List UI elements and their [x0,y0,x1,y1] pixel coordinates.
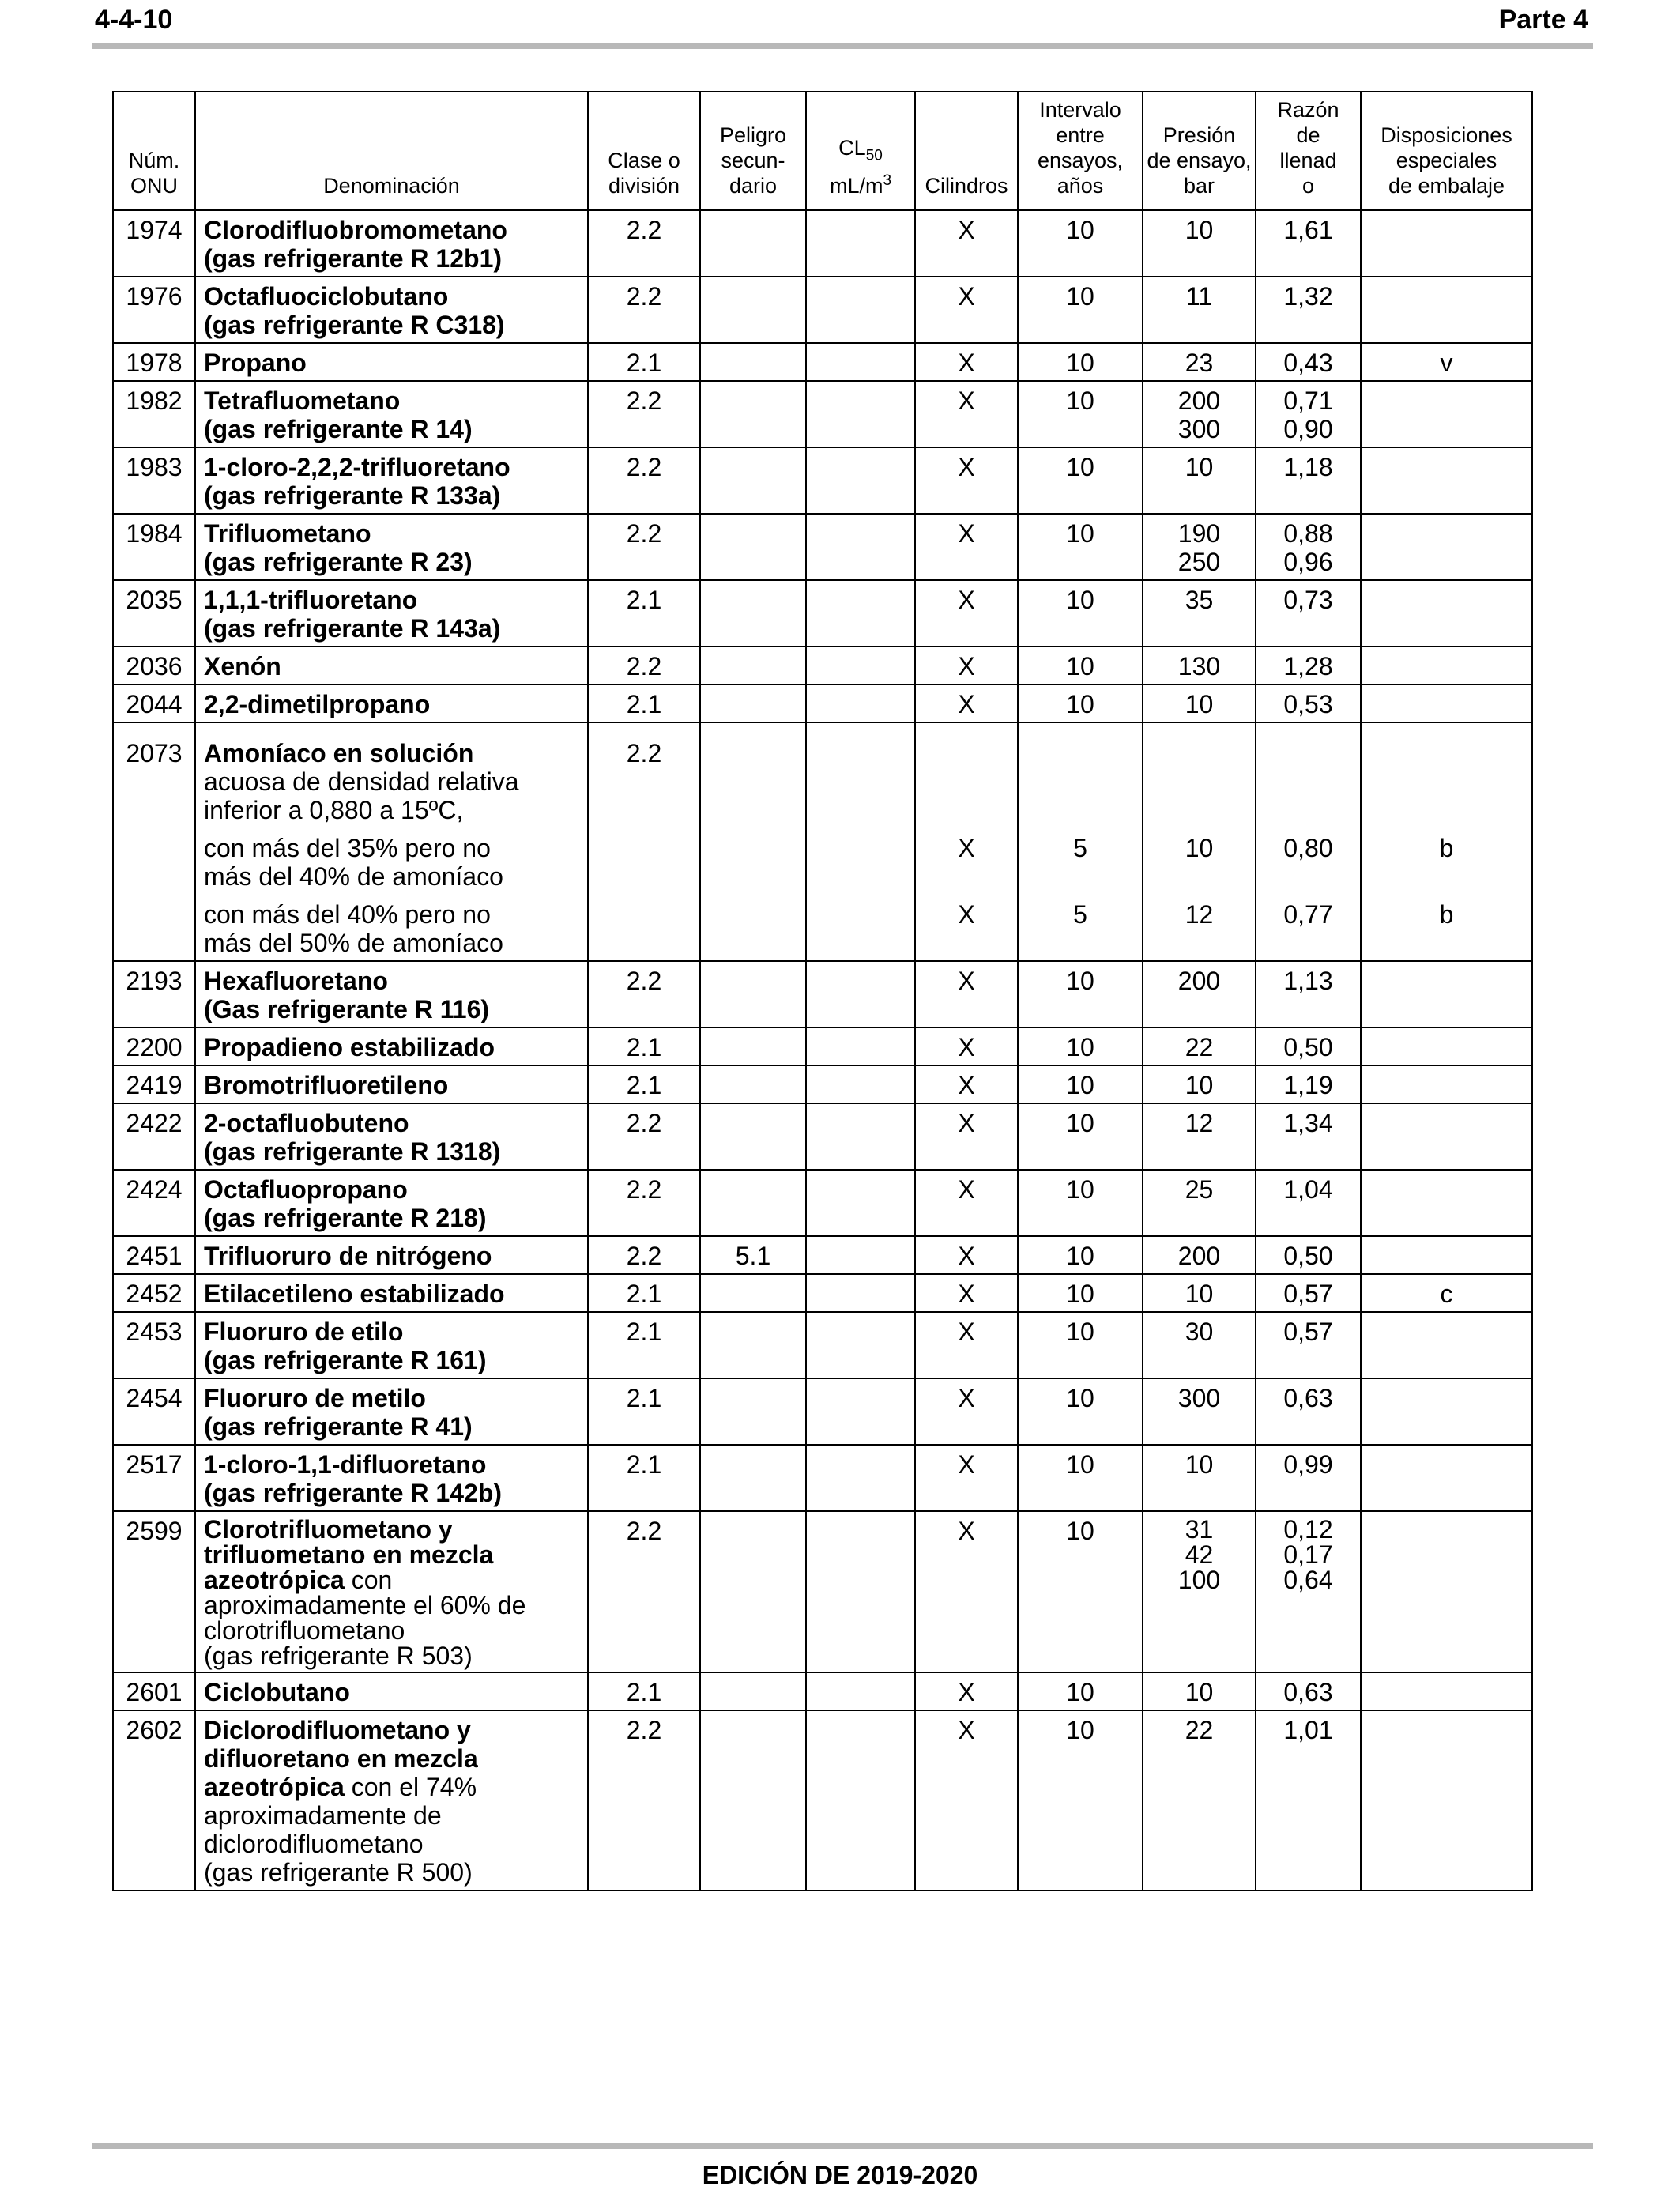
table-row [113,447,1532,514]
cell-disposiciones [1361,647,1532,684]
cell-clase: 2.2 [588,1511,700,1672]
cell-peligro [700,277,806,343]
table-body-b [113,961,1532,1511]
cell-intervalo: 10 [1018,1312,1143,1378]
cell-name: Propadieno estabilizado [195,1027,588,1065]
cell-name: Amoníaco en solución acuosa de densidad relativa inferior a 0,880 a 15ºC, con más del 35% pero no más del 40% de amoníaco con más del 40% pero no más del 50% de amoníaco [195,722,588,961]
cell-intervalo: 10 [1018,1065,1143,1103]
col-denominacion: Denominación [195,92,588,210]
cell-peligro [700,1065,806,1103]
cell-intervalo: 10 [1018,1027,1143,1065]
cell-disposiciones [1361,580,1532,647]
cell-peligro [700,684,806,722]
cell-intervalo: 10 [1018,210,1143,277]
cell-razon: 0,63 [1256,1672,1361,1710]
cell-disposiciones [1361,277,1532,343]
cell-cl50 [806,277,915,343]
cell-cl50 [806,514,915,580]
cell-presion: 23 [1143,343,1256,381]
cell-num: 1984 [113,514,195,580]
cell-razon: 1,61 [1256,210,1361,277]
cell-presion: 10 [1143,1065,1256,1103]
cell-disposiciones [1361,514,1532,580]
cell-name: 1-cloro-1,1-difluoretano (gas refrigerante R 142b) [195,1445,588,1511]
cell-cl50 [806,1511,915,1672]
col-num-onu: Núm. ONU [113,92,195,210]
cell-disposiciones [1361,1170,1532,1236]
table-row [113,1027,1532,1065]
cell-clase: 2.2 [588,647,700,684]
cell-presion: 12 [1143,1103,1256,1170]
cell-intervalo: 10 [1018,447,1143,514]
cell-disposiciones [1361,381,1532,447]
cell-clase: 2.1 [588,1312,700,1378]
cell-name: Propano [195,343,588,381]
cell-num: 1978 [113,343,195,381]
cell-cilindros: X [915,1274,1018,1312]
gas-table [112,91,1533,1891]
cell-intervalo: 10 [1018,381,1143,447]
cell-intervalo: 10 [1018,1445,1143,1511]
cell-peligro [700,722,806,961]
cell-num: 2424 [113,1170,195,1236]
cell-num: 2044 [113,684,195,722]
cell-peligro [700,1274,806,1312]
cell-razon: 1,28 [1256,647,1361,684]
cell-razon: 0,71 0,90 [1256,381,1361,447]
cell-razon: 0,73 [1256,580,1361,647]
cell-presion: 22 [1143,1027,1256,1065]
cell-peligro [700,1511,806,1672]
cell-cilindros: X [915,381,1018,447]
cell-clase: 2.2 [588,961,700,1027]
cell-intervalo: 10 [1018,1236,1143,1274]
cell-presion: 31 42 100 [1143,1511,1256,1672]
table-row [113,722,1532,961]
col-intervalo: Intervalo entre ensayos, años [1018,92,1143,210]
cell-num: 2452 [113,1274,195,1312]
cell-num: 2200 [113,1027,195,1065]
table-row [113,381,1532,447]
cell-name: Trifluometano (gas refrigerante R 23) [195,514,588,580]
cell-cilindros: X [915,580,1018,647]
cell-intervalo: 10 [1018,1378,1143,1445]
cell-num: 2453 [113,1312,195,1378]
cell-cl50 [806,447,915,514]
cell-presion: 10 [1143,210,1256,277]
cell-peligro [700,647,806,684]
table-row [113,1274,1532,1312]
cell-num: 2422 [113,1103,195,1170]
cell-num: 1982 [113,381,195,447]
cell-intervalo: 10 [1018,1672,1143,1710]
table-row [113,1065,1532,1103]
cell-razon: 0,53 [1256,684,1361,722]
header-rule [92,43,1593,49]
cell-disposiciones [1361,1710,1532,1891]
cell-presion: 30 [1143,1312,1256,1378]
table-row [113,647,1532,684]
cell-disposiciones [1361,447,1532,514]
cell-cl50 [806,1274,915,1312]
cell-disposiciones: v [1361,343,1532,381]
table-row [113,343,1532,381]
cell-num: 2451 [113,1236,195,1274]
cell-cilindros: X [915,1378,1018,1445]
cell-cilindros: X [915,1672,1018,1710]
cell-cilindros: X [915,343,1018,381]
cell-disposiciones [1361,1511,1532,1672]
cell-presion: 10 [1143,447,1256,514]
table-header-row [113,92,1532,210]
cell-razon: 1,01 [1256,1710,1361,1891]
cell-cilindros: X [915,447,1018,514]
footer-rule [92,2143,1593,2149]
cell-razon: 1,19 [1256,1065,1361,1103]
cell-presion: 300 [1143,1378,1256,1445]
cell-cl50 [806,684,915,722]
cell-peligro [700,381,806,447]
cell-disposiciones [1361,961,1532,1027]
cell-razon: 1,34 [1256,1103,1361,1170]
cell-razon: 1,13 [1256,961,1361,1027]
cell-cl50 [806,1065,915,1103]
cell-name: Octafluopropano (gas refrigerante R 218) [195,1170,588,1236]
table-row [113,1236,1532,1274]
cell-presion: 22 [1143,1710,1256,1891]
cell-intervalo: 10 [1018,1103,1143,1170]
cell-peligro: 5.1 [700,1236,806,1274]
cell-clase: 2.2 [588,1103,700,1170]
cell-clase: 2.1 [588,580,700,647]
table-row [113,1103,1532,1170]
cell-cl50 [806,1445,915,1511]
cell-presion: 10 12 [1143,722,1256,961]
cell-peligro [700,343,806,381]
cell-clase: 2.1 [588,1378,700,1445]
cell-cl50 [806,1672,915,1710]
cell-presion: 35 [1143,580,1256,647]
cell-cilindros: X [915,1445,1018,1511]
cell-intervalo: 10 [1018,684,1143,722]
cell-name: Octafluociclobutano (gas refrigerante R C318) [195,277,588,343]
cell-cl50 [806,580,915,647]
col-peligro: Peligro secun- dario [700,92,806,210]
cell-clase: 2.2 [588,1170,700,1236]
cell-clase: 2.1 [588,1274,700,1312]
col-presion: Presión de ensayo, bar [1143,92,1256,210]
cell-num: 2601 [113,1672,195,1710]
cell-disposiciones: c [1361,1274,1532,1312]
cell-name: Tetrafluometano (gas refrigerante R 14) [195,381,588,447]
cell-cilindros: X [915,961,1018,1027]
cell-razon: 0,50 [1256,1027,1361,1065]
cell-cilindros: X [915,1103,1018,1170]
cell-presion: 10 [1143,684,1256,722]
table-row [113,1511,1532,1672]
cell-num: 1983 [113,447,195,514]
cell-clase: 2.1 [588,1065,700,1103]
table-row [113,684,1532,722]
cell-intervalo: 10 [1018,1170,1143,1236]
cell-cl50 [806,961,915,1027]
cell-name: Bromotrifluoretileno [195,1065,588,1103]
cell-presion: 200 [1143,961,1256,1027]
col-clase: Clase o división [588,92,700,210]
cell-peligro [700,1103,806,1170]
tail-entries [113,1511,1532,1891]
cell-presion: 200 300 [1143,381,1256,447]
cell-cl50 [806,1236,915,1274]
table-body-a [113,210,1532,722]
cell-cl50 [806,1103,915,1170]
cell-name: Trifluoruro de nitrógeno [195,1236,588,1274]
table-row [113,1378,1532,1445]
cell-name: 2,2-dimetilpropano [195,684,588,722]
cell-cilindros: X [915,1065,1018,1103]
cell-intervalo: 10 [1018,1710,1143,1891]
cell-peligro [700,1027,806,1065]
cell-cilindros: X X [915,722,1018,961]
page-number: 4-4-10 [95,5,173,35]
cell-disposiciones [1361,1672,1532,1710]
cell-presion: 25 [1143,1170,1256,1236]
cell-disposiciones [1361,210,1532,277]
cell-peligro [700,1710,806,1891]
cell-cl50 [806,1710,915,1891]
table-row [113,514,1532,580]
table-row [113,961,1532,1027]
cell-razon: 1,18 [1256,447,1361,514]
cell-disposiciones [1361,1027,1532,1065]
cell-clase: 2.2 [588,277,700,343]
cell-num: 2073 [113,722,195,961]
cell-clase: 2.2 [588,381,700,447]
cell-cilindros: X [915,1236,1018,1274]
cell-cl50 [806,1170,915,1236]
table-row [113,1170,1532,1236]
cell-clase: 2.2 [588,722,700,961]
cell-presion: 10 [1143,1274,1256,1312]
cell-cl50 [806,210,915,277]
cell-name: Fluoruro de etilo (gas refrigerante R 161) [195,1312,588,1378]
cell-clase: 2.1 [588,1672,700,1710]
cell-num: 2419 [113,1065,195,1103]
cell-peligro [700,961,806,1027]
cell-presion: 190 250 [1143,514,1256,580]
table-row [113,210,1532,277]
table-row [113,1710,1532,1891]
cell-disposiciones [1361,1378,1532,1445]
cell-presion: 130 [1143,647,1256,684]
cell-peligro [700,514,806,580]
cell-clase: 2.2 [588,1236,700,1274]
cell-intervalo: 10 [1018,277,1143,343]
cell-disposiciones [1361,1445,1532,1511]
cell-razon: 0,50 [1256,1236,1361,1274]
cell-intervalo: 10 [1018,343,1143,381]
cell-peligro [700,580,806,647]
cell-razon: 1,04 [1256,1170,1361,1236]
col-cl50: $CL_{50}$ $mL/m^3$ [806,92,915,210]
cell-cilindros: X [915,1312,1018,1378]
cell-intervalo: 10 [1018,647,1143,684]
cell-num: 2602 [113,1710,195,1891]
table-row [113,1445,1532,1511]
cell-peligro [700,210,806,277]
cell-razon: 0,12 0,17 0,64 [1256,1511,1361,1672]
cell-disposiciones [1361,684,1532,722]
cell-cl50 [806,343,915,381]
cell-clase: 2.2 [588,1710,700,1891]
table-row [113,1672,1532,1710]
cell-num: 2036 [113,647,195,684]
cell-clase: 2.1 [588,1027,700,1065]
cell-name: Clorodifluobromometano (gas refrigerante R 12b1) [195,210,588,277]
cell-disposiciones [1361,1312,1532,1378]
col-disposiciones: Disposiciones especiales de embalaje [1361,92,1532,210]
cell-name: 1,1,1-trifluoretano (gas refrigerante R 143a) [195,580,588,647]
cell-peligro [700,1170,806,1236]
cell-presion: 11 [1143,277,1256,343]
cell-intervalo: 10 [1018,1274,1143,1312]
cell-intervalo: 10 [1018,961,1143,1027]
part-label: Parte 4 [1498,5,1588,35]
table-row [113,1312,1532,1378]
cell-peligro [700,1445,806,1511]
cell-razon: 0,63 [1256,1378,1361,1445]
cell-cilindros: X [915,1511,1018,1672]
cell-cilindros: X [915,277,1018,343]
cell-disposiciones [1361,1236,1532,1274]
cell-cilindros: X [915,514,1018,580]
cell-name: Hexafluoretano (Gas refrigerante R 116) [195,961,588,1027]
cell-disposiciones: b b [1361,722,1532,961]
cell-presion: 10 [1143,1672,1256,1710]
cell-cilindros: X [915,1027,1018,1065]
edition-footer: EDICIÓN DE 2019-2020 [702,2161,978,2189]
cell-intervalo: 10 [1018,514,1143,580]
cell-intervalo: 5 5 [1018,722,1143,961]
table-row [113,580,1532,647]
cell-cilindros: X [915,1710,1018,1891]
cell-disposiciones [1361,1103,1532,1170]
cell-num: 2599 [113,1511,195,1672]
cell-clase: 2.2 [588,514,700,580]
cell-cl50 [806,381,915,447]
ammonia-entry [113,722,1532,961]
cell-presion: 10 [1143,1445,1256,1511]
cell-clase: 2.1 [588,343,700,381]
cell-cilindros: X [915,210,1018,277]
cell-razon: 0,57 [1256,1274,1361,1312]
cell-name: Etilacetileno estabilizado [195,1274,588,1312]
col-razon: Razón de llenad o [1256,92,1361,210]
cell-razon: 0,43 [1256,343,1361,381]
cell-num: 1976 [113,277,195,343]
cell-razon: 0,88 0,96 [1256,514,1361,580]
cell-clase: 2.1 [588,684,700,722]
cell-name: Fluoruro de metilo (gas refrigerante R 41) [195,1378,588,1445]
cell-name: 1-cloro-2,2,2-trifluoretano (gas refrigerante R 133a) [195,447,588,514]
cell-clase: 2.2 [588,210,700,277]
cell-cl50 [806,1027,915,1065]
cell-cilindros: X [915,1170,1018,1236]
cell-peligro [700,1378,806,1445]
cell-name: Clorotrifluometano y trifluometano en mezcla azeotrópica con aproximadamente el 60% de clorotrifluometano (gas refrigerante R 503) [195,1511,588,1672]
cell-razon: 0,57 [1256,1312,1361,1378]
cell-name: Xenón [195,647,588,684]
cell-peligro [700,1312,806,1378]
cell-num: 2517 [113,1445,195,1511]
cell-num: 2193 [113,961,195,1027]
cell-cl50 [806,1378,915,1445]
cell-cl50 [806,722,915,961]
cell-name: Diclorodifluometano y difluoretano en mezcla azeotrópica con el 74% aproximadamente de diclorodifluometano (gas refrigerante R 500) [195,1710,588,1891]
cell-cl50 [806,1312,915,1378]
cell-peligro [700,1672,806,1710]
cell-razon: 0,99 [1256,1445,1361,1511]
cell-num: 2454 [113,1378,195,1445]
cell-razon: 1,32 [1256,277,1361,343]
cell-intervalo: 10 [1018,1511,1143,1672]
cell-razon: 0,80 0,77 [1256,722,1361,961]
cell-disposiciones [1361,1065,1532,1103]
cell-cilindros: X [915,684,1018,722]
cell-num: 2035 [113,580,195,647]
cell-intervalo: 10 [1018,580,1143,647]
cell-name: Ciclobutano [195,1672,588,1710]
cell-name: 2-octafluobuteno (gas refrigerante R 1318) [195,1103,588,1170]
cell-presion: 200 [1143,1236,1256,1274]
col-cilindros: Cilindros [915,92,1018,210]
cell-num: 1974 [113,210,195,277]
cell-clase: 2.1 [588,1445,700,1511]
table-row [113,277,1532,343]
cell-peligro [700,447,806,514]
cell-clase: 2.2 [588,447,700,514]
cell-cilindros: X [915,647,1018,684]
cell-cl50 [806,647,915,684]
